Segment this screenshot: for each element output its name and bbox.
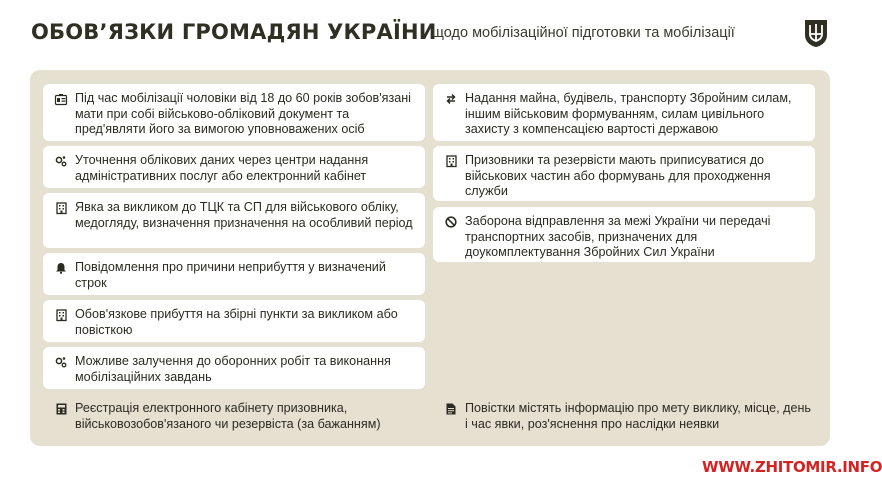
gears-icon xyxy=(55,155,67,167)
duty-card-defense-works xyxy=(43,347,425,389)
card-text: Обов'язкове прибуття на збірні пункти за викликом або повісткою xyxy=(75,307,398,337)
id-card-icon xyxy=(55,93,67,105)
exchange-icon xyxy=(445,93,457,105)
page-subtitle: щодо мобілізаційної підготовки та мобілізації xyxy=(432,25,735,41)
duty-card-document xyxy=(43,84,425,141)
card-text: Надання майна, будівель, транспорту Збройним силам, іншим військовим формуванням, силам цивільного захисту з компенсацією вартості державою xyxy=(465,91,792,136)
calculator-icon xyxy=(55,403,67,415)
gears-icon xyxy=(55,356,67,368)
card-text: Повідомлення про причини неприбуття у визначений строк xyxy=(75,260,386,290)
item-text: Повістки містять інформацію про мету виклику, місце, день і час явки, роз'яснення про наслідки неявки xyxy=(465,401,811,431)
duty-item-e-cabinet xyxy=(43,401,425,432)
duty-card-tck-appearance xyxy=(43,193,425,248)
ban-icon xyxy=(445,216,457,228)
duty-card-assembly-points xyxy=(43,300,425,342)
duty-item-summons-info xyxy=(433,401,815,432)
duty-card-update-data xyxy=(43,146,425,188)
trident-shield-icon xyxy=(803,18,829,48)
duty-card-unit-assignment xyxy=(433,146,815,201)
building-icon xyxy=(445,155,457,167)
building-icon xyxy=(55,309,67,321)
watermark: WWW.ZHITOMIR.INFO xyxy=(702,458,882,476)
page-title: ОБОВ’ЯЗКИ ГРОМАДЯН УКРАЇНИ xyxy=(31,20,437,44)
duty-card-property-provision xyxy=(433,84,815,141)
card-text: Призовники та резервісти мають приписуватися до військових частин або формувань для проходження служби xyxy=(465,153,771,198)
bell-icon xyxy=(55,262,67,274)
duty-card-transport-ban xyxy=(433,207,815,262)
duty-card-absence-reasons xyxy=(43,253,425,295)
card-text: Явка за викликом до ТЦК та СП для військового обліку, медогляду, визначення призначення на особливий період xyxy=(75,200,413,230)
card-text: Можливе залучення до оборонних робіт та виконання мобілізаційних завдань xyxy=(75,354,391,384)
card-text: Під час мобілізації чоловіки від 18 до 60 років зобов'язані мати при собі військово-обліковий документ та пред'являти його за вимогою уповноважених осіб xyxy=(75,91,411,136)
item-text: Реєстрація електронного кабінету призовника, військовозобов'язаного чи резервіста (за бажанням) xyxy=(75,401,381,431)
document-icon xyxy=(445,403,457,415)
card-text: Заборона відправлення за межі України чи передачі транспортних засобів, призначених для доукомплектування Збройних Сил України xyxy=(465,214,771,259)
building-icon xyxy=(55,202,67,214)
card-text: Уточнення облікових даних через центри надання адміністративних послуг або електронний кабінет xyxy=(75,153,369,183)
